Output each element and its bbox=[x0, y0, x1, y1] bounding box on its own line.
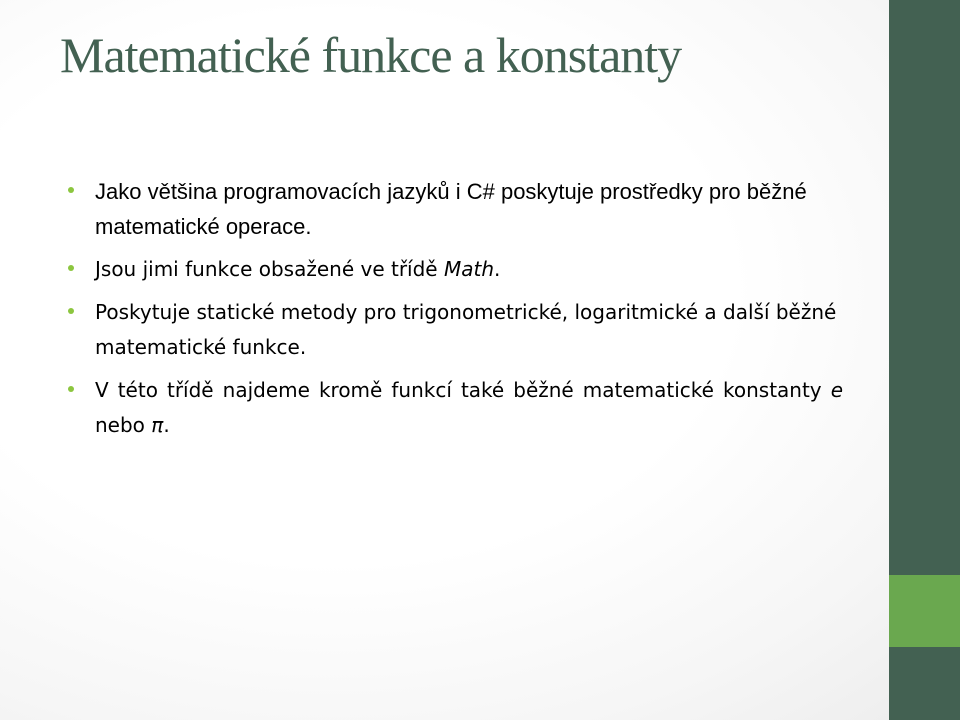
bullet-text bbox=[95, 378, 843, 437]
bullet-item-4 bbox=[68, 373, 843, 443]
bullet-text bbox=[95, 257, 500, 281]
constant-pi: π bbox=[151, 413, 164, 437]
bullet-text-segment: . bbox=[494, 257, 501, 281]
sidebar-accent-panel bbox=[889, 575, 960, 647]
slide-title: Matematické funkce a konstanty bbox=[60, 27, 682, 83]
bullet-text-segment: V této třídě najdeme kromě funkcí také běžné matematické konstanty bbox=[95, 378, 831, 402]
bullet-text-segment: Jsou jimi funkce obsažené ve třídě bbox=[95, 257, 444, 281]
class-name-math: Math bbox=[443, 257, 494, 281]
bullet-item-2 bbox=[68, 252, 843, 287]
bullet-text-segment: nebo bbox=[95, 413, 152, 437]
bullet-item-3 bbox=[68, 295, 843, 365]
bullet-item-1 bbox=[68, 174, 843, 244]
bullet-icon bbox=[68, 308, 74, 314]
bullet-icon bbox=[68, 265, 74, 271]
bullet-icon bbox=[68, 386, 74, 392]
bullet-text-segment: Poskytuje statické metody pro trigonometrické, logaritmické a další běžné matematické funkce. bbox=[95, 300, 837, 359]
constant-e: e bbox=[830, 378, 843, 402]
bullet-text bbox=[95, 179, 807, 239]
sidebar-bottom-panel bbox=[889, 647, 960, 720]
bullet-text bbox=[95, 300, 836, 359]
bullet-list bbox=[68, 174, 843, 451]
bullet-text-segment: . bbox=[163, 413, 170, 437]
bullet-text-segment: Jako většina programovacích jazyků i C# poskytuje prostředky pro běžné matematické operace. bbox=[95, 179, 807, 239]
bullet-icon bbox=[68, 187, 74, 193]
sidebar-dark-panel bbox=[889, 0, 960, 575]
